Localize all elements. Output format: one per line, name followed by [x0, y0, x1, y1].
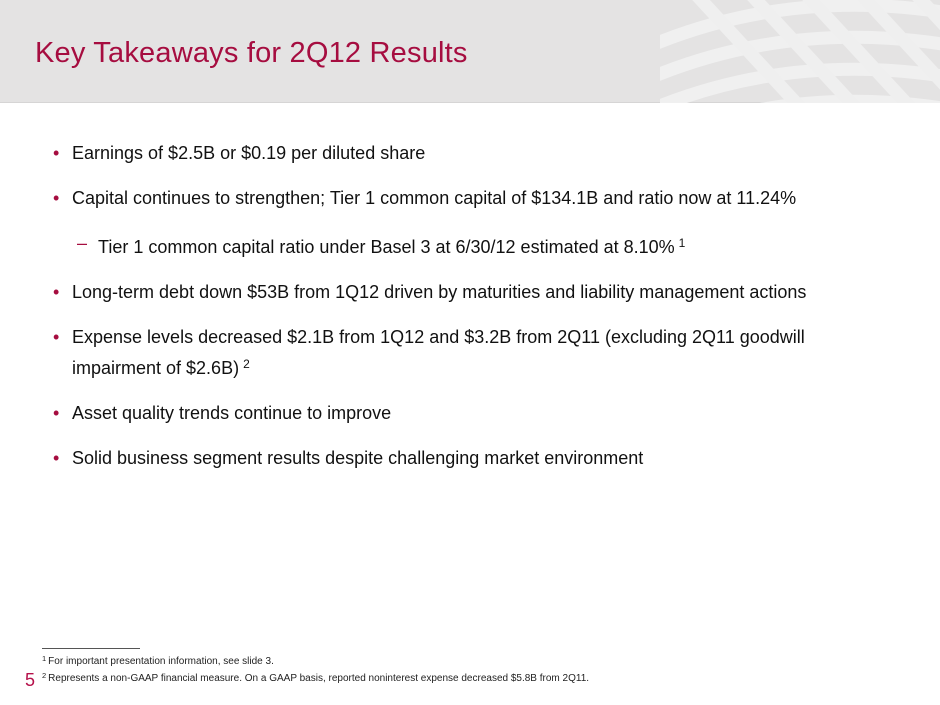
- subbullet-basel3: [53, 230, 853, 261]
- bofa-flag-motif-icon: [660, 0, 940, 103]
- footnotes: [42, 648, 902, 685]
- dash-marker-icon: –: [77, 233, 88, 253]
- page-number: 5: [25, 670, 36, 690]
- footnote-2: [42, 669, 902, 686]
- footnote-divider: [42, 648, 140, 649]
- bullet-capital: [53, 185, 853, 212]
- bullet-text: Tier 1 common capital ratio under Basel 3 at 6/30/12 estimated at 8.10%: [98, 237, 675, 257]
- bullet-text: Solid business segment results despite challenging market environment: [72, 448, 644, 468]
- footnote-text: For important presentation information, see slide 3.: [48, 656, 274, 667]
- bullet-expense-levels: [53, 324, 853, 382]
- bullet-earnings: [53, 140, 853, 167]
- footnote-text: Represents a non-GAAP financial measure. On a GAAP basis, reported noninterest expense decreased $5.8B from 2Q11.: [48, 672, 590, 684]
- bullet-text: Capital continues to strengthen; Tier 1 common capital of $134.1B and ratio now at 11.24%: [72, 188, 797, 208]
- bullet-dot-icon: •: [53, 448, 60, 468]
- bullet-text: Earnings of $2.5B or $0.19 per diluted share: [72, 143, 426, 163]
- bullet-asset-quality: [53, 400, 853, 427]
- bullet-business-segments: [53, 445, 853, 472]
- bullet-dot-icon: •: [53, 143, 60, 163]
- footnote-superscript: 1: [42, 654, 47, 663]
- slide-title: Key Takeaways for 2Q12 Results: [35, 37, 468, 69]
- bullet-text: Asset quality trends continue to improve: [72, 403, 392, 423]
- key-takeaways-list: [53, 140, 853, 490]
- footnote-1: [42, 652, 902, 669]
- bullet-dot-icon: •: [53, 282, 60, 302]
- bullet-dot-icon: •: [53, 403, 60, 423]
- slide-header: [0, 0, 940, 103]
- superscript: 1: [678, 236, 686, 250]
- bullet-dot-icon: •: [53, 327, 60, 347]
- bullet-longterm-debt: [53, 279, 853, 306]
- bullet-text: Expense levels decreased $2.1B from 1Q12 and $3.2B from 2Q11 (excluding 2Q11 goodwill impairment of $2.6B): [72, 327, 805, 378]
- footnote-superscript: 2: [42, 670, 47, 680]
- bullet-text: Long-term debt down $53B from 1Q12 driven by maturities and liability management actions: [72, 282, 807, 302]
- superscript: 2: [243, 357, 250, 371]
- bullet-dot-icon: •: [53, 188, 60, 208]
